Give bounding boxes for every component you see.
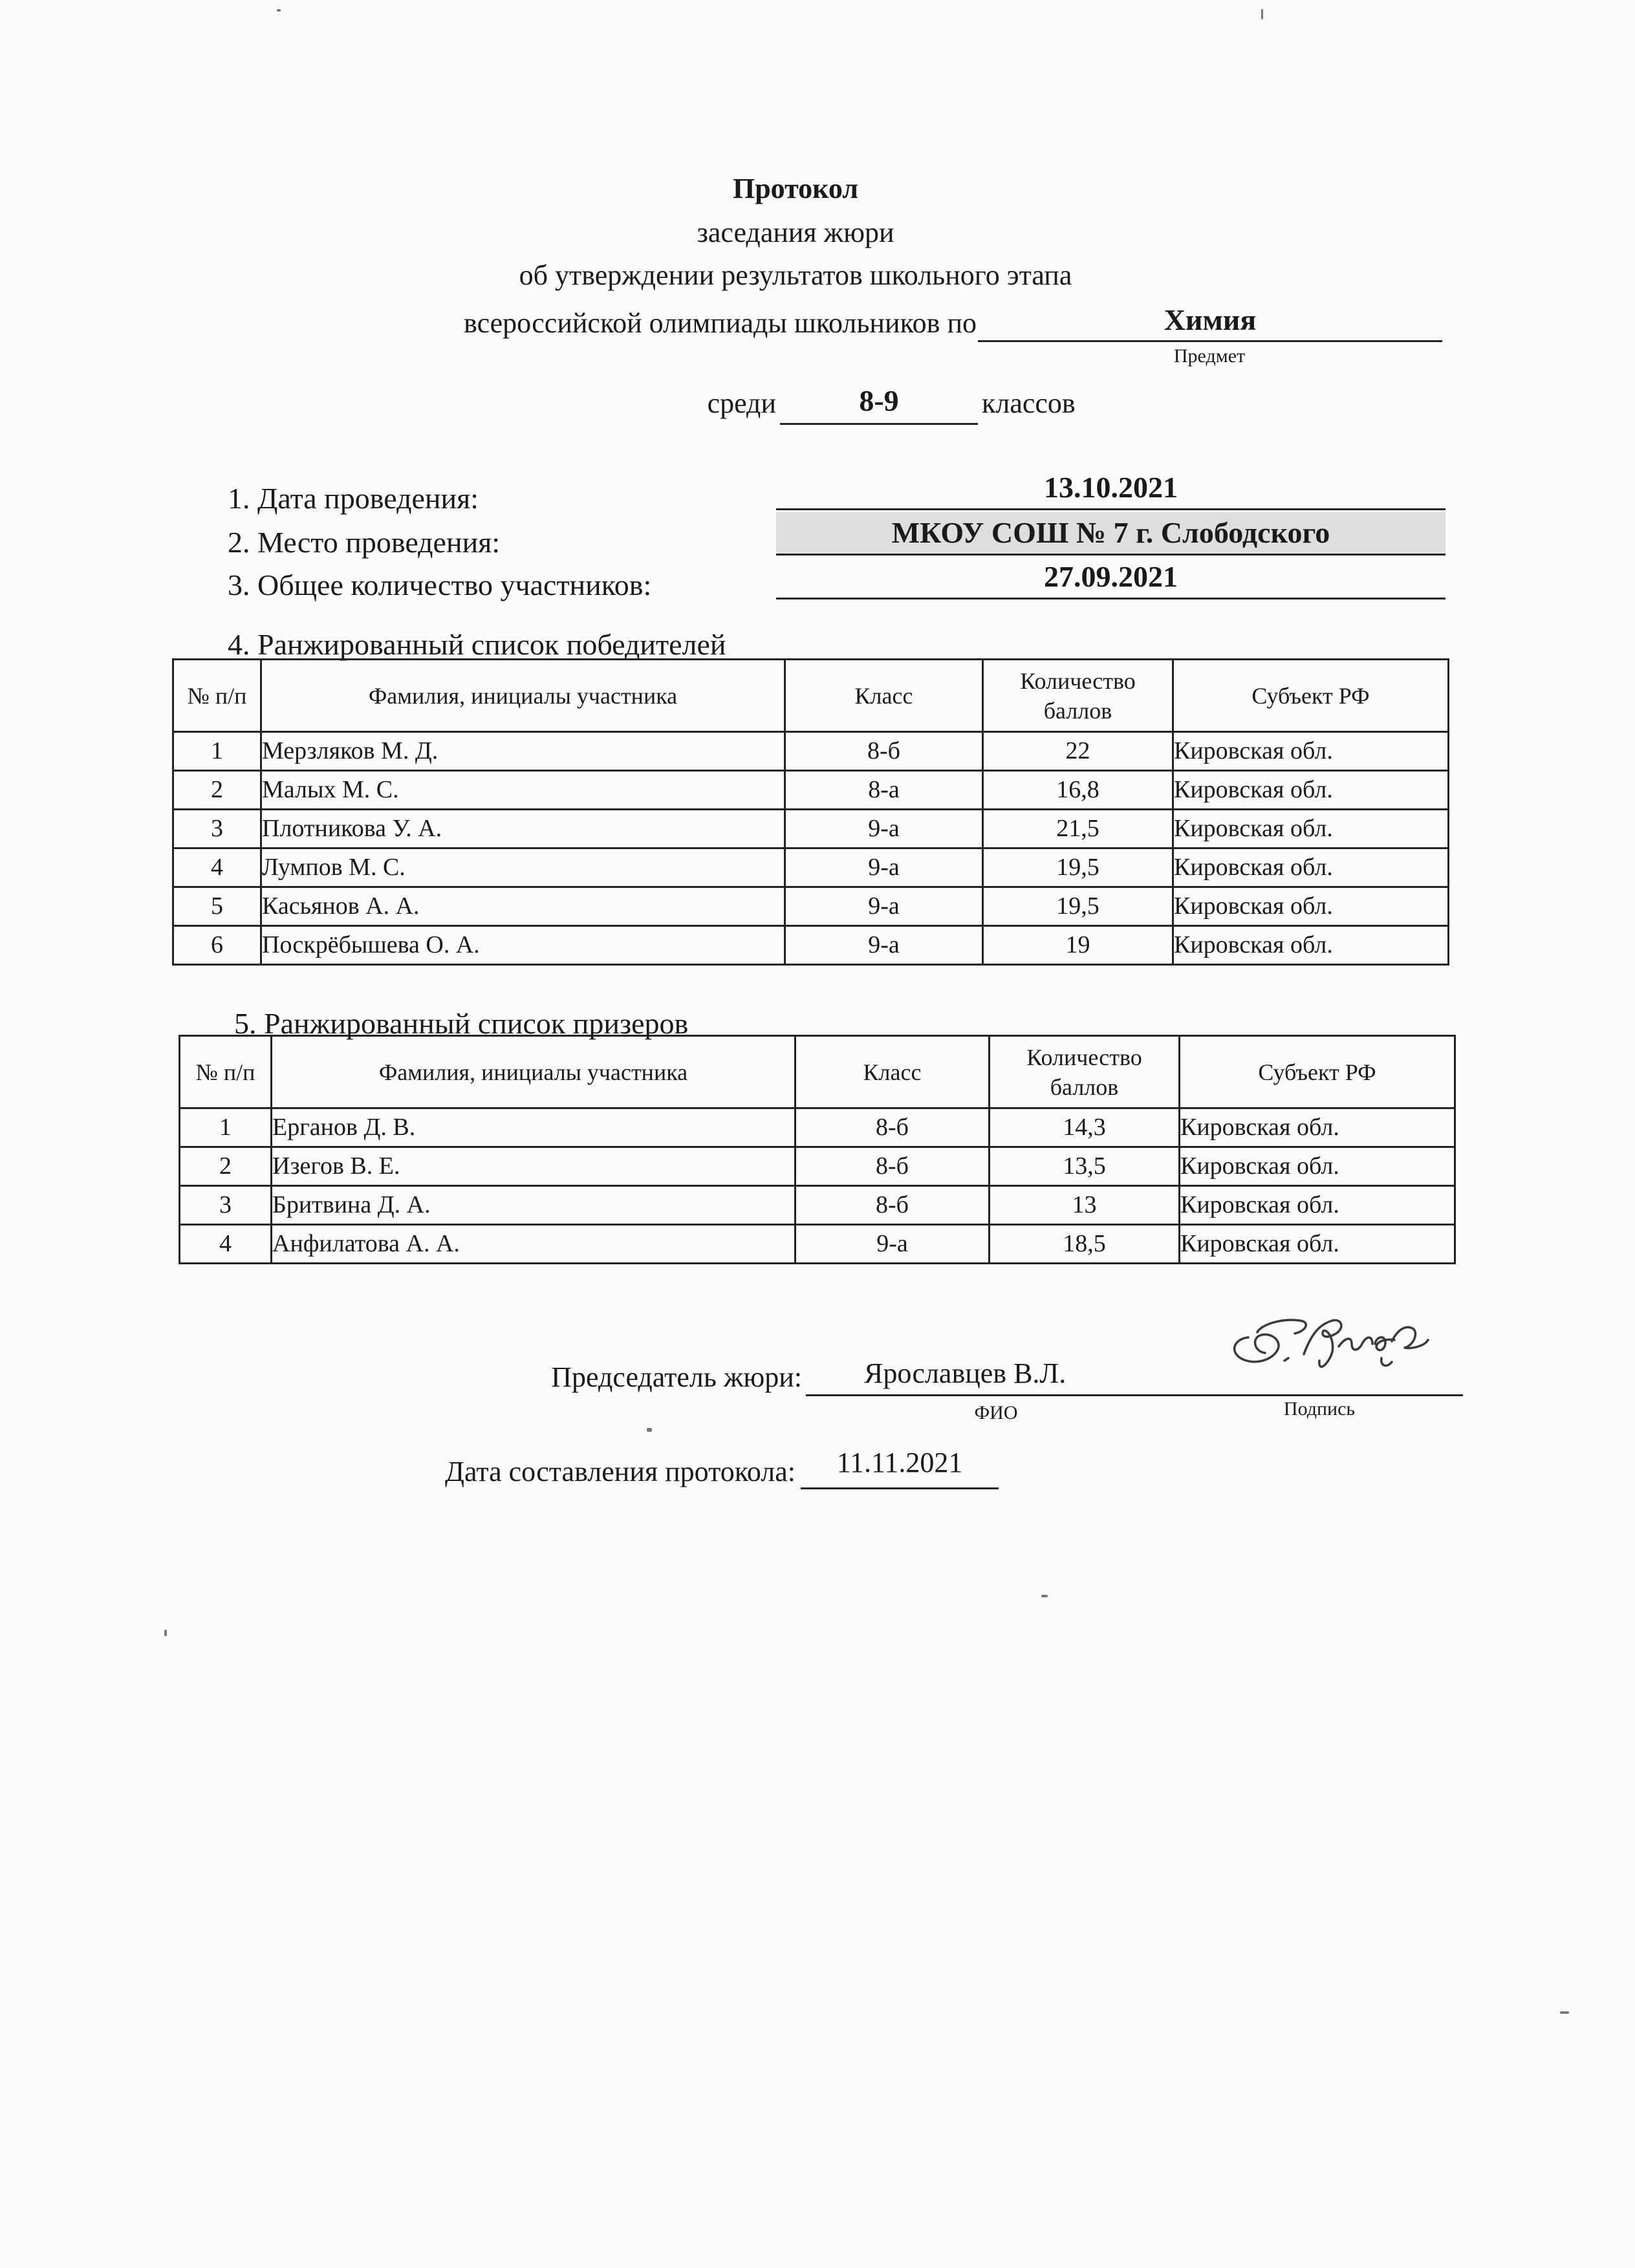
participant-name: Поскрёбышева О. А. <box>261 926 785 965</box>
participant-region: Кировская обл. <box>1180 1225 1455 1264</box>
col-subject-header: Субъект РФ <box>1173 660 1449 732</box>
col-name-header: Фамилия, инициалы участника <box>272 1036 796 1108</box>
classes-prefix: среди <box>707 387 776 419</box>
classes-suffix: классов <box>982 387 1076 419</box>
participant-region: Кировская обл. <box>1180 1108 1455 1147</box>
participant-class: 9-а <box>785 926 983 965</box>
participant-region: Кировская обл. <box>1173 810 1449 848</box>
participant-score: 19 <box>983 926 1173 965</box>
signature-image <box>1222 1299 1436 1383</box>
subject-field: Химия <box>978 301 1442 342</box>
date-label: 1. Дата проведения: <box>228 482 479 515</box>
count-label: 3. Общее количество участников: <box>228 568 652 601</box>
participant-region: Кировская обл. <box>1173 926 1449 965</box>
row-number: 1 <box>173 732 261 771</box>
scan-speck <box>164 1630 167 1636</box>
participant-name: Касьянов А. А. <box>261 887 785 926</box>
col-name-header: Фамилия, инициалы участника <box>261 660 785 732</box>
col-class-header: Класс <box>796 1036 990 1108</box>
participant-name: Ерганов Д. В. <box>272 1108 796 1147</box>
date-field: 13.10.2021 <box>776 467 1446 510</box>
participant-class: 9-а <box>785 810 983 848</box>
place-label: 2. Место проведения: <box>228 526 501 559</box>
row-number: 2 <box>173 771 261 810</box>
prizewinners-table <box>179 1035 1456 1264</box>
table-row <box>173 926 1449 965</box>
table-row <box>180 1147 1455 1186</box>
participant-score: 19,5 <box>983 848 1173 887</box>
participant-class: 8-б <box>785 732 983 771</box>
participant-region: Кировская обл. <box>1180 1186 1455 1225</box>
row-number: 6 <box>173 926 261 965</box>
participant-class: 8-а <box>785 771 983 810</box>
subject-caption: Предмет <box>1173 345 1246 367</box>
winners-heading: 4. Ранжированный список победителей <box>228 628 726 661</box>
participant-name: Мерзляков М. Д. <box>261 732 785 771</box>
participant-score: 19,5 <box>983 887 1173 926</box>
table-row <box>180 1186 1455 1225</box>
participant-region: Кировская обл. <box>1180 1147 1455 1186</box>
participant-name: Бритвина Д. А. <box>272 1186 796 1225</box>
place-field: МКОУ СОШ № 7 г. Слободского <box>776 512 1446 556</box>
table-header-row <box>180 1036 1455 1108</box>
document-title: Протокол <box>732 173 859 204</box>
participant-region: Кировская обл. <box>1173 771 1449 810</box>
chair-name: Ярославцев В.Л. <box>864 1357 1067 1389</box>
table-row <box>173 887 1449 926</box>
table-row <box>173 810 1449 848</box>
col-score-header: Количество баллов <box>983 660 1173 732</box>
row-number: 2 <box>180 1147 272 1186</box>
participant-class: 8-б <box>796 1186 990 1225</box>
header-line-2: об утверждении результатов школьного этапа <box>519 259 1072 291</box>
count-field: 27.09.2021 <box>776 556 1446 599</box>
participant-score: 13,5 <box>990 1147 1180 1186</box>
classes-field: 8-9 <box>780 380 978 425</box>
col-score-header: Количество баллов <box>990 1036 1180 1108</box>
scan-speck <box>1261 9 1263 19</box>
participant-name: Изегов В. Е. <box>272 1147 796 1186</box>
scan-speck <box>1041 1595 1048 1597</box>
participant-region: Кировская обл. <box>1173 732 1449 771</box>
chair-label: Председатель жюри: <box>551 1361 802 1393</box>
participant-score: 13 <box>990 1186 1180 1225</box>
winners-table <box>172 658 1449 966</box>
compile-date-field: 11.11.2021 <box>801 1442 999 1489</box>
participant-region: Кировская обл. <box>1173 848 1449 887</box>
row-number: 3 <box>173 810 261 848</box>
participant-name: Плотникова У. А. <box>261 810 785 848</box>
header-line-3: всероссийской олимпиады школьников по <box>464 307 977 339</box>
participant-name: Малых М. С. <box>261 771 785 810</box>
row-number: 4 <box>180 1225 272 1264</box>
prizewinners-heading: 5. Ранжированный список призеров <box>234 1007 689 1040</box>
participant-score: 18,5 <box>990 1225 1180 1264</box>
participant-name: Лумпов М. С. <box>261 848 785 887</box>
participant-score: 22 <box>983 732 1173 771</box>
col-class-header: Класс <box>785 660 983 732</box>
table-row <box>173 848 1449 887</box>
row-number: 1 <box>180 1108 272 1147</box>
participant-score: 21,5 <box>983 810 1173 848</box>
scan-speck <box>647 1428 652 1432</box>
participant-region: Кировская обл. <box>1173 887 1449 926</box>
participant-class: 8-б <box>796 1147 990 1186</box>
scan-speck <box>1560 2011 1569 2014</box>
col-number-header: № п/п <box>173 660 261 732</box>
participant-score: 14,3 <box>990 1108 1180 1147</box>
table-row <box>180 1225 1455 1264</box>
col-subject-header: Субъект РФ <box>1180 1036 1455 1108</box>
table-row <box>173 732 1449 771</box>
fio-caption: ФИО <box>974 1402 1018 1423</box>
col-number-header: № п/п <box>180 1036 272 1108</box>
compile-date-label: Дата составления протокола: <box>444 1456 796 1487</box>
participant-class: 9-а <box>796 1225 990 1264</box>
participant-class: 8-б <box>796 1108 990 1147</box>
table-row <box>173 771 1449 810</box>
scan-speck <box>277 9 281 12</box>
row-number: 3 <box>180 1186 272 1225</box>
participant-score: 16,8 <box>983 771 1173 810</box>
participant-name: Анфилатова А. А. <box>272 1225 796 1264</box>
participant-class: 9-а <box>785 887 983 926</box>
header-line-1: заседания жюри <box>697 217 894 248</box>
row-number: 4 <box>173 848 261 887</box>
participant-class: 9-а <box>785 848 983 887</box>
table-header-row <box>173 660 1449 732</box>
row-number: 5 <box>173 887 261 926</box>
table-row <box>180 1108 1455 1147</box>
sign-caption: Подпись <box>1283 1398 1356 1420</box>
